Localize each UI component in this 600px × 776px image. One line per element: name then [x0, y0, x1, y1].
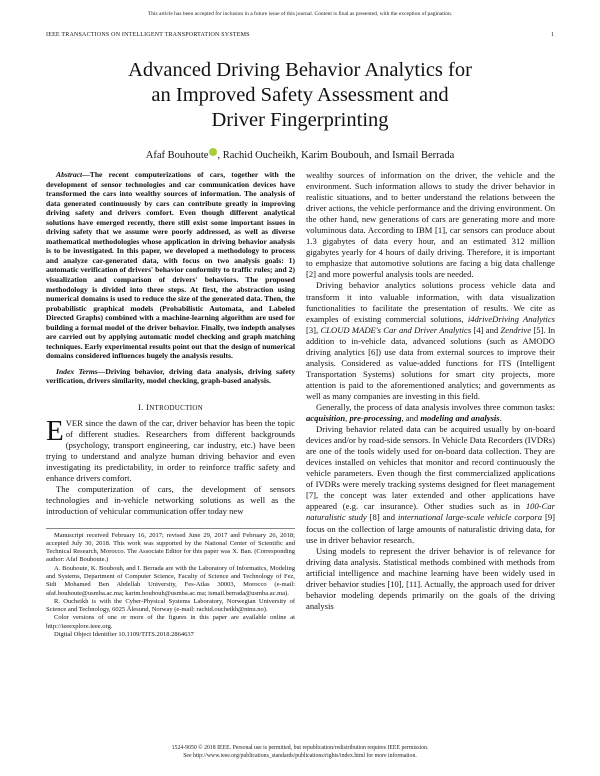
index-terms-label: Index Terms [56, 366, 98, 376]
section-title: NTRODUCTION [149, 404, 204, 413]
copyright-line: 1524-9050 © 2018 IEEE. Personal use is permitted, but republication/redistribution requires IEEE permission. [171, 745, 429, 751]
body-text: [9] focus on the collection of large amounts of naturalistic driving data, for use in driver behavior research. [306, 512, 556, 545]
drop-cap: E [46, 415, 64, 448]
title-line: Advanced Driving Behavior Analytics for [128, 59, 472, 81]
left-column [46, 170, 295, 639]
body-paragraph: Using models to represent the driver behavior is of relevance for driving data analysis. Statistical methods combined with methods from artificial intelligence and machine learning have been widely used in driver behavior studies [10], [11]. Actually, the approach used for driver behavior modeling depends primarily on the goals of the driving analysis [306, 545, 555, 611]
task-term: acquisition [306, 413, 346, 424]
body-text: , [345, 413, 350, 424]
author-list [40, 148, 560, 161]
product-name: CLOUD MADE's Car and Driver Analytics [320, 324, 472, 335]
author-names: , Rachid Oucheikh, Karim Boubouh, and Ismail Berrada [217, 150, 455, 161]
body-text: [8] and [366, 512, 398, 523]
study-name: international large-scale vehicle corpora [397, 512, 543, 523]
section-cap: I [146, 402, 150, 413]
body-text: Driving behavior analytics solutions process vehicle data and transform it into valuable information, with data visualization functionalities to facilitate the presentation of results. We cite as examples of existing commercial solutions, [306, 280, 555, 324]
body-text: [4] and [471, 324, 501, 335]
paper-title [60, 58, 540, 133]
copyright-footer [0, 745, 600, 760]
intro-paragraph: The computerization of cars, the development of sensors technologies and in-vehicle networking solutions as well as the introduction of vehicular communication offer today new [46, 484, 295, 517]
footnote: Digital Object Identifier 10.1109/TITS.2018.2864637 [54, 631, 194, 639]
index-terms-text: —Driving behavior, driving data analysis, driving safety verification, drivers similarity, model checking, graph-based analysis. [46, 366, 295, 386]
body-paragraph: wealthy sources of information on the driver, the vehicle and the environment. Such information allows to study the driver behavior in realistic situations, and to better understand the relations between the driver actions, the vehicle performance and the driving environment. On the other hand, new generations of cars are generating more and more voluminous data. According to IBM [1], car sensors can produce about 1.3 gigabytes of data every hour, and an estimated 312 million gigabytes yearly for 4 hours of daily driving. Therefore, it is important to emphasize that automotive solutions are facing a big data challenge [2] and more powerful analysis tools are needed. [306, 170, 555, 280]
footnote: Color versions of one or more of the figures in this paper are available online at http://ieeexplore.ieee.org. [46, 614, 295, 630]
body-paragraph [306, 402, 555, 424]
author-name: Afaf Bouhoute [145, 150, 209, 161]
body-text: Generally, the process of data analysis involves three common tasks: [316, 401, 555, 412]
rights-link[interactable]: See http://www.ieee.org/publications_standards/publications/rights/index.html for more information. [183, 752, 417, 759]
section-number: I. [137, 402, 147, 413]
footnote: A. Bouhoute, K. Boubouh, and I. Berrada are with the Laboratory of Informatics, Modeling and Systems, Department of Computer Science, Faculty of Science and Technology of Fez, Sidi Mohamed Ben Abdellah University, Fes-Atlas 30003, Morocco (e-mail: afaf.bouhoute@usmba.ac.ma; karim.boubouh@usmba.ac.ma; ismail.berrada@usmba.ac.ma). [46, 564, 295, 597]
body-paragraph [306, 280, 555, 402]
body-text: . [499, 413, 502, 424]
body-text: Driving behavior related data can be acquired usually by on-board devices and/or by road-side sensors. In Vehicle Data Recorders (IVDRs) are one of the tools widely used for on-board data collection. They are devices installed on vehicles that monitor and record continuously the vehicle parameters. Even though the first commercialized applications of IVDRs were merely tracking systems designed for fleet management [7], the concept was later extended and other applications have appeared (e.g. car insurance). Other studies such as in [306, 424, 555, 512]
body-text: [5]. In addition to in-vehicle data, advanced solutions (such as AMODO driving analytics [6]) use data from external sources to improve their analysis. Considered as value-added functions for ITS (Intelligent Transportation Systems) solutions for smart city projects, more attention is paid to the aforementioned analytics; and governments as well as many companies are investing in this field. [306, 324, 556, 401]
index-terms [46, 367, 295, 386]
title-line: an Improved Safety Assessment and [151, 84, 449, 106]
abstract [46, 170, 295, 361]
footnote: Manuscript received February 16, 2017; revised June 29, 2017 and February 26, 2018; accepted July 30, 2018. This work was supported by the National Center of Scientific and Technical Research, Morocco. The Associate Editor for this paper was X. Ban. (Corresponding author: Afaf Bouhoute.) [46, 531, 295, 564]
right-column [306, 170, 555, 612]
running-head: IEEE TRANSACTIONS ON INTELLIGENT TRANSPORTATION SYSTEMS [46, 32, 250, 38]
footnote: R. Oucheikh is with the Cyber-Physical Systems Laboratory, Norwegian University of Science and Technology, 6025 Ålesund, Norway (e-mail: rachid.oucheikh@ntnu.no). [46, 597, 295, 614]
body-text: [3], [306, 324, 321, 335]
footnotes [46, 528, 295, 640]
product-name: Zendrive [500, 324, 532, 335]
acceptance-note: This article has been accepted for inclusion in a future issue of this journal. Content is final as presented, with the exception of pagination. [147, 11, 453, 17]
product-name: i4driveDriving Analytics [467, 313, 555, 324]
section-heading [46, 402, 295, 414]
title-line: Driver Fingerprinting [211, 109, 389, 131]
body-paragraph [306, 424, 555, 546]
page-number: 1 [551, 32, 554, 38]
task-term: modeling and analysis [420, 413, 500, 424]
intro-paragraph [46, 415, 295, 484]
abstract-text: —The recent computerizations of cars, together with the development of sensor technologies and car communication devices have transformed the cars into wealthy sources of information. The analysis of data generated continuously by cars can contribute greatly in improving driving safety and drivers comfort. Even though different analytical solutions have emerged recently, there still exist some important issues in driving safety that we assume were poorly addressed, as well as diverse mathematical methodologies whose application in driving behavior analysis is to be investigated. In this paper, we developed a methodology to process and analyze car-generated data, with focus on two analysis goals: 1) automatic verification of drivers' behavior conformity to traffic rules; and 2) visualization and comparison of drivers' behaviors. The proposed methodology is divided into three steps. At first, the abstraction using numerical domains is used to reduce the size of the generated data. Then, the probabilistic graphical models (Probabilistic Automata, and Labeled Directed Graphs) combined with a machine-learning algorithm are used for building a formal model of the driver behavior. Finally, two indepth analyses are carried out by applying automatic model checking and graph matching techniques. Early experimental results point out that the design of numerical domains considered influences hugely the analysis results. [46, 170, 295, 361]
intro-text: VER since the dawn of the car, driver behavior has been the topic of different studies. Researchers from different backgrounds (psychology, transport engineering, car industry, etc.) have been trying to understand and analyze human driving behavior and even investigating its predictability, in order to reinforce traffic safety and enhance drivers comfort. [46, 418, 295, 484]
task-term: pre-processing [349, 413, 402, 424]
study-name: 100-Car naturalistic study [306, 501, 555, 523]
body-text: , and [401, 413, 421, 424]
abstract-label: Abstract [56, 170, 83, 179]
